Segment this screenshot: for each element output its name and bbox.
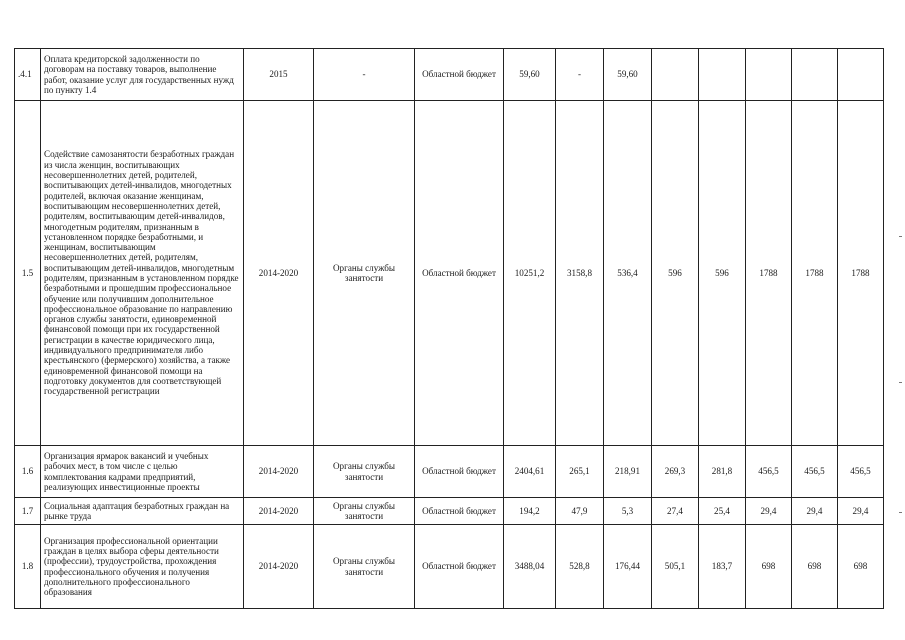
scan-edge-mark [899, 382, 902, 383]
activity-name: Организация ярмарок вакансий и учебных рабочих мест, в том числе с целью комплектования кадрами предприятий, реализующих инвестиционные проекты [41, 446, 244, 498]
amount-2015-cell: 176,44 [604, 525, 652, 609]
funding-source-cell: Областной бюджет [415, 525, 504, 609]
amount-2016-cell: 269,3 [652, 446, 699, 498]
amount-2020-cell [838, 49, 884, 101]
amount-2017-cell: 183,7 [699, 525, 746, 609]
amount-2015-cell: 536,4 [604, 101, 652, 446]
amount-2018-cell: 698 [746, 525, 792, 609]
table-row [15, 446, 884, 498]
amount-2020-cell: 698 [838, 525, 884, 609]
amount-2016-cell: 505,1 [652, 525, 699, 609]
amount-2015-cell: 5,3 [604, 498, 652, 525]
amount-2014-cell: 265,1 [556, 446, 604, 498]
years-cell: 2015 [244, 49, 314, 101]
activity-name: Оплата кредиторской задолженности по договорам на поставку товаров, выполнение работ, оказание услуг для государственных нужд по пункту 1.4 [41, 49, 244, 101]
funding-source-cell: Областной бюджет [415, 446, 504, 498]
years-cell: 2014-2020 [244, 101, 314, 446]
row-number: 1.5 [15, 101, 41, 446]
executor-cell: Органы службы занятости [314, 446, 415, 498]
row-number: 1.7 [15, 498, 41, 525]
program-budget-table [14, 48, 884, 609]
amount-2018-cell [746, 49, 792, 101]
executor-cell: - [314, 49, 415, 101]
years-cell: 2014-2020 [244, 498, 314, 525]
amount-2018-cell: 456,5 [746, 446, 792, 498]
amount-2016-cell: 596 [652, 101, 699, 446]
table-row [15, 525, 884, 609]
table-row [15, 49, 884, 101]
amount-2015-cell: 218,91 [604, 446, 652, 498]
amount-2019-cell: 29,4 [792, 498, 838, 525]
amount-2017-cell [699, 49, 746, 101]
row-number: .4.1 [15, 49, 41, 101]
amount-2016-cell: 27,4 [652, 498, 699, 525]
funding-source-cell: Областной бюджет [415, 101, 504, 446]
total-amount-cell: 59,60 [504, 49, 556, 101]
amount-2018-cell: 29,4 [746, 498, 792, 525]
amount-2014-cell: - [556, 49, 604, 101]
amount-2014-cell: 528,8 [556, 525, 604, 609]
amount-2014-cell: 3158,8 [556, 101, 604, 446]
total-amount-cell: 2404,61 [504, 446, 556, 498]
amount-2020-cell: 29,4 [838, 498, 884, 525]
total-amount-cell: 3488,04 [504, 525, 556, 609]
scan-edge-mark [899, 236, 902, 237]
amount-2016-cell [652, 49, 699, 101]
amount-2019-cell: 698 [792, 525, 838, 609]
amount-2019-cell [792, 49, 838, 101]
row-number: 1.6 [15, 446, 41, 498]
funding-source-cell: Областной бюджет [415, 498, 504, 525]
amount-2015-cell: 59,60 [604, 49, 652, 101]
amount-2018-cell: 1788 [746, 101, 792, 446]
executor-cell: Органы службы занятости [314, 498, 415, 525]
amount-2019-cell: 1788 [792, 101, 838, 446]
table-row [15, 101, 884, 446]
amount-2017-cell: 25,4 [699, 498, 746, 525]
activity-name: Содействие самозанятости безработных граждан из числа женщин, воспитывающих несовершеннолетних детей, родителей, воспитывающих детей-инвалидов, многодетных родителей, включая оказание женщинам, воспитывающим несовершеннолетних детей, родителям, воспитывающим детей-инвалидов, многодетным родителям, признанным в установленном порядке безработными, и женщинам, воспитывающим несовершеннолетних детей, родителям, воспитывающим детей-инвалидов, многодетным родителям, признанным в установленном порядке безработными и прошедшим профессиональное обучение или получившим дополнительное профессиональное образование по направлению органов службы занятости, единовременной финансовой помощи при их государственной регистрации в качестве юридического лица, индивидуального предпринимателя либо крестьянского (фермерского) хозяйства, а также единовременной финансовой помощи на подготовку документов для соответствующей государственной регистрации [41, 101, 244, 446]
amount-2019-cell: 456,5 [792, 446, 838, 498]
activity-name: Социальная адаптация безработных граждан на рынке труда [41, 498, 244, 525]
amount-2020-cell: 1788 [838, 101, 884, 446]
total-amount-cell: 10251,2 [504, 101, 556, 446]
total-amount-cell: 194,2 [504, 498, 556, 525]
executor-cell: Органы службы занятости [314, 525, 415, 609]
years-cell: 2014-2020 [244, 446, 314, 498]
activity-name: Организация профессиональной ориентации граждан в целях выбора сферы деятельности (профессии), трудоустройства, прохождения профессионального обучения и получения дополнительного профессионального образования [41, 525, 244, 609]
row-number: 1.8 [15, 525, 41, 609]
amount-2017-cell: 596 [699, 101, 746, 446]
amount-2017-cell: 281,8 [699, 446, 746, 498]
amount-2014-cell: 47,9 [556, 498, 604, 525]
amount-2020-cell: 456,5 [838, 446, 884, 498]
years-cell: 2014-2020 [244, 525, 314, 609]
funding-source-cell: Областной бюджет [415, 49, 504, 101]
scan-edge-mark [899, 512, 902, 513]
executor-cell: Органы службы занятости [314, 101, 415, 446]
table-row [15, 498, 884, 525]
